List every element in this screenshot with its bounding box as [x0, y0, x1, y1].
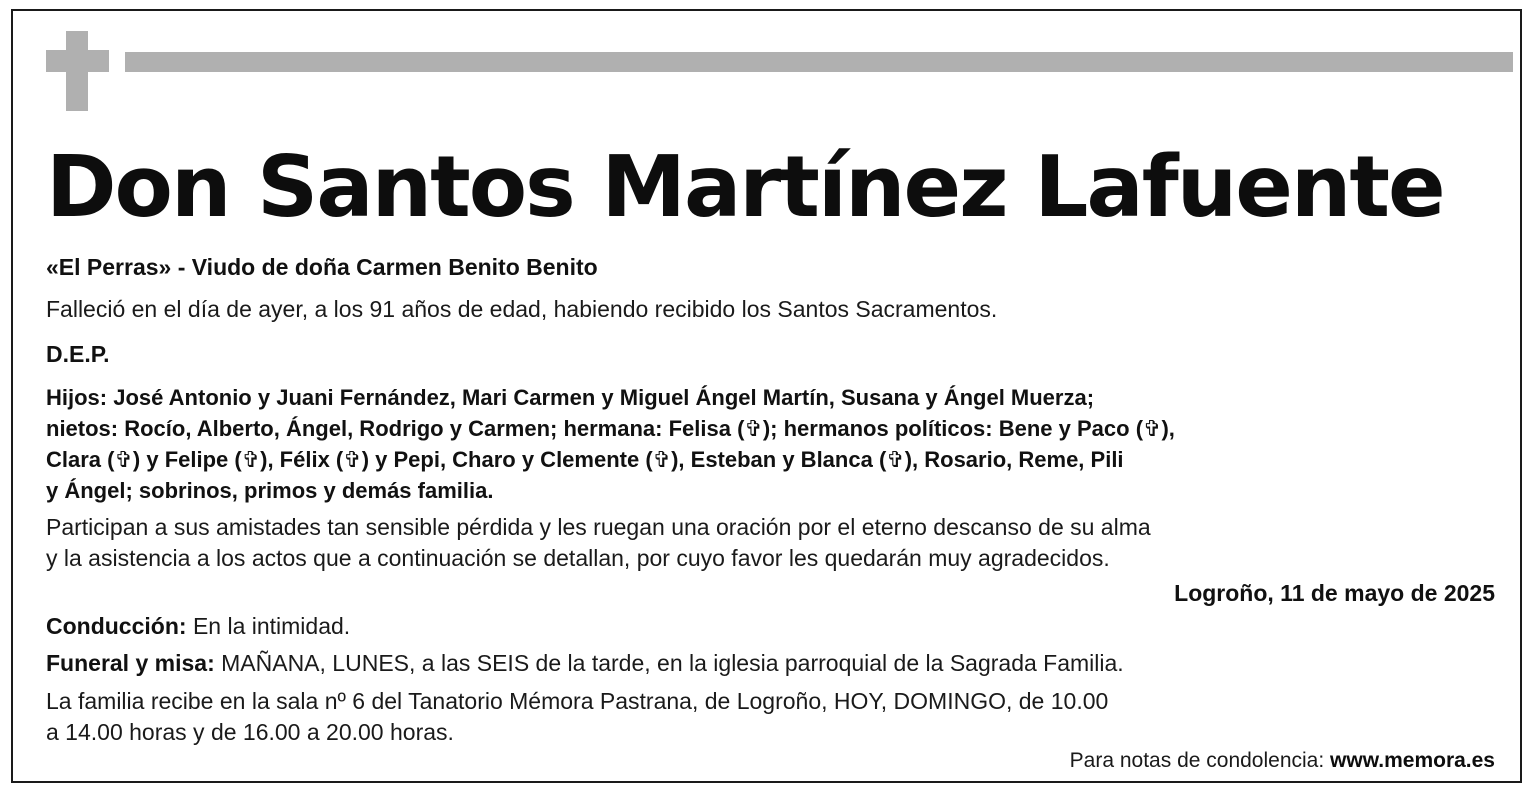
death-notice: Falleció en el día de ayer, a los 91 años de edad, habiendo recibido los Santos Sacramentos.: [46, 296, 998, 322]
family-reception-line: a 14.00 horas y de 16.00 a 20.00 horas.: [46, 719, 454, 745]
condolences-label: Para notas de condolencia:: [1069, 749, 1325, 772]
rip: D.E.P.: [46, 341, 110, 367]
relatives-line: Clara (✞) y Felipe (✞), Félix (✞) y Pepi, Charo y Clemente (✞), Esteban y Blanca (✞), Rosario, Reme, Pili: [46, 447, 1124, 472]
header-rule: [125, 52, 1513, 72]
subtitle: «El Perras» - Viudo de doña Carmen Benito Benito: [46, 254, 598, 280]
conduccion-text: En la intimidad.: [192, 613, 351, 639]
cross-icon-arm: [46, 50, 109, 72]
condolences-link[interactable]: www.memora.es: [1330, 749, 1495, 772]
participation-line: Participan a sus amistades tan sensible pérdida y les ruegan una oración por el eterno descanso de su alma: [46, 514, 1151, 540]
conduccion-label: Conducción:: [46, 613, 187, 639]
family-reception-line: La familia recibe en la sala nº 6 del Tanatorio Mémora Pastrana, de Logroño, HOY, DOMINGO, de 10.00: [46, 688, 1109, 714]
relatives-line: Hijos: José Antonio y Juani Fernández, Mari Carmen y Miguel Ángel Martín, Susana y Ángel Muerza;: [46, 385, 1095, 410]
conduccion-row: [46, 611, 350, 642]
relatives-line: y Ángel; sobrinos, primos y demás familia.: [46, 478, 494, 503]
funeral-text: MAÑANA, LUNES, a las SEIS de la tarde, en la iglesia parroquial de la Sagrada Familia.: [221, 650, 1124, 676]
participation-text: [46, 512, 1151, 574]
relatives-line: nietos: Rocío, Alberto, Ángel, Rodrigo y Carmen; hermana: Felisa (✞); hermanos políticos: Bene y Paco (✞),: [46, 416, 1175, 441]
family-reception: [46, 686, 1108, 748]
funeral-label: Funeral y misa:: [46, 650, 215, 676]
relatives-list: [46, 382, 1175, 506]
funeral-row: [46, 648, 1124, 679]
deceased-name: Don Santos Martínez Lafuente: [46, 138, 1444, 237]
place-date: Logroño, 11 de mayo de 2025: [1174, 580, 1495, 606]
condolences-row: [1070, 745, 1495, 776]
participation-line: y la asistencia a los actos que a continuación se detallan, por cuyo favor les quedarán muy agradecidos.: [46, 545, 1110, 571]
